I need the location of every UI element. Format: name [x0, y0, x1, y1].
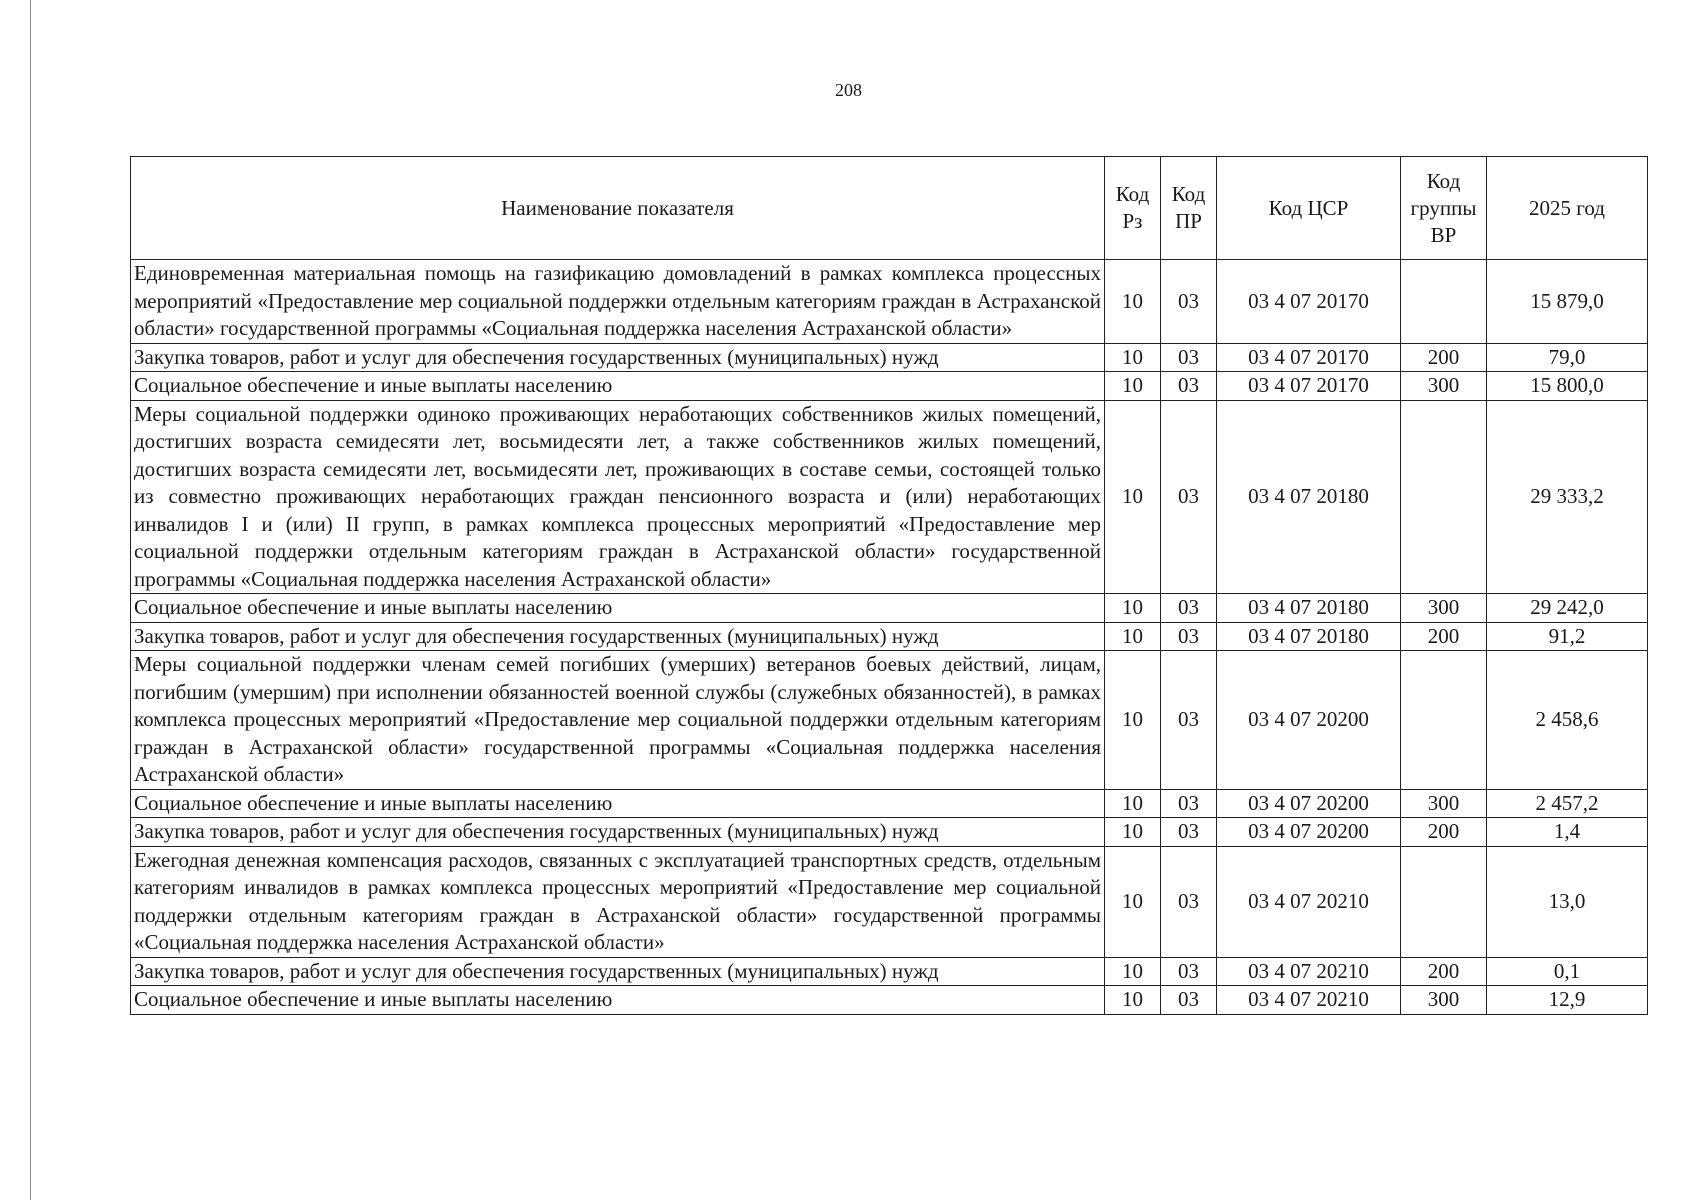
cell-vr [1401, 651, 1487, 790]
cell-csr: 03 4 07 20210 [1217, 846, 1401, 957]
cell-name: Закупка товаров, работ и услуг для обеспечения государственных (муниципальных) нужд [131, 957, 1105, 986]
cell-amount: 1,4 [1487, 818, 1648, 847]
cell-csr: 03 4 07 20200 [1217, 651, 1401, 790]
budget-table [130, 156, 1648, 1015]
cell-csr: 03 4 07 20180 [1217, 594, 1401, 623]
cell-pr: 03 [1161, 594, 1217, 623]
table-row [131, 260, 1648, 344]
header-vr: Код группы ВР [1401, 157, 1487, 260]
cell-amount: 15 800,0 [1487, 372, 1648, 401]
cell-amount: 79,0 [1487, 343, 1648, 372]
cell-amount: 29 333,2 [1487, 400, 1648, 594]
cell-csr: 03 4 07 20170 [1217, 260, 1401, 344]
cell-csr: 03 4 07 20200 [1217, 818, 1401, 847]
cell-csr: 03 4 07 20200 [1217, 789, 1401, 818]
cell-name: Социальное обеспечение и иные выплаты населению [131, 594, 1105, 623]
cell-pr: 03 [1161, 400, 1217, 594]
page-number: 208 [835, 80, 862, 100]
cell-vr [1401, 260, 1487, 344]
cell-rz: 10 [1105, 651, 1161, 790]
table-row [131, 594, 1648, 623]
cell-vr: 200 [1401, 957, 1487, 986]
header-rz: Код Рз [1105, 157, 1161, 260]
cell-amount: 15 879,0 [1487, 260, 1648, 344]
table-row [131, 846, 1648, 957]
cell-pr: 03 [1161, 372, 1217, 401]
cell-rz: 10 [1105, 818, 1161, 847]
table-header [131, 157, 1648, 260]
cell-rz: 10 [1105, 789, 1161, 818]
cell-pr: 03 [1161, 986, 1217, 1015]
table-row [131, 957, 1648, 986]
cell-vr [1401, 400, 1487, 594]
cell-rz: 10 [1105, 986, 1161, 1015]
cell-name: Ежегодная денежная компенсация расходов, связанных с эксплуатацией транспортных средств, отдельным категориям инвалидов в рамках комплекса процессных мероприятий «Предоставление мер социальной поддержки отдельным категориям граждан в Астраханской области» государственной программы «Социальная поддержка населения Астраханской области» [131, 846, 1105, 957]
cell-pr: 03 [1161, 818, 1217, 847]
cell-name: Меры социальной поддержки членам семей погибших (умерших) ветеранов боевых действий, лицам, погибшим (умершим) при исполнении обязанностей военной службы (служебных обязанностей), в рамках комплекса процессных мероприятий «Предоставление мер социальной поддержки отдельным категориям граждан в Астраханской области» государственной программы «Социальная поддержка населения Астраханской области» [131, 651, 1105, 790]
cell-name: Закупка товаров, работ и услуг для обеспечения государственных (муниципальных) нужд [131, 818, 1105, 847]
cell-csr: 03 4 07 20210 [1217, 986, 1401, 1015]
cell-amount: 12,9 [1487, 986, 1648, 1015]
cell-rz: 10 [1105, 594, 1161, 623]
cell-amount: 2 457,2 [1487, 789, 1648, 818]
cell-vr: 200 [1401, 818, 1487, 847]
cell-name: Меры социальной поддержки одиноко проживающих неработающих собственников жилых помещений, достигших возраста семидесяти лет, восьмидесяти лет, а также собственников жилых помещений, достигших возраста семидесяти лет, восьмидесяти лет, проживающих в составе семьи, состоящей только из совместно проживающих неработающих граждан пенсионного возраста и (или) неработающих инвалидов I и (или) II групп, в рамках комплекса процессных мероприятий «Предоставление мер социальной поддержки отдельным категориям граждан в Астраханской области» государственной программы «Социальная поддержка населения Астраханской области» [131, 400, 1105, 594]
cell-name: Закупка товаров, работ и услуг для обеспечения государственных (муниципальных) нужд [131, 622, 1105, 651]
cell-name: Социальное обеспечение и иные выплаты населению [131, 789, 1105, 818]
cell-vr [1401, 846, 1487, 957]
cell-pr: 03 [1161, 957, 1217, 986]
header-year: 2025 год [1487, 157, 1648, 260]
header-row [131, 157, 1648, 260]
header-csr: Код ЦСР [1217, 157, 1401, 260]
cell-amount: 91,2 [1487, 622, 1648, 651]
cell-csr: 03 4 07 20170 [1217, 343, 1401, 372]
cell-amount: 13,0 [1487, 846, 1648, 957]
table-body [131, 260, 1648, 1015]
cell-rz: 10 [1105, 957, 1161, 986]
cell-pr: 03 [1161, 789, 1217, 818]
cell-rz: 10 [1105, 343, 1161, 372]
scan-edge-line [30, 0, 31, 1200]
cell-rz: 10 [1105, 622, 1161, 651]
cell-vr: 300 [1401, 594, 1487, 623]
header-name: Наименование показателя [131, 157, 1105, 260]
table-row [131, 372, 1648, 401]
cell-vr: 200 [1401, 343, 1487, 372]
cell-pr: 03 [1161, 260, 1217, 344]
table-row [131, 818, 1648, 847]
cell-vr: 300 [1401, 986, 1487, 1015]
cell-name: Закупка товаров, работ и услуг для обеспечения государственных (муниципальных) нужд [131, 343, 1105, 372]
cell-rz: 10 [1105, 372, 1161, 401]
cell-pr: 03 [1161, 651, 1217, 790]
cell-csr: 03 4 07 20210 [1217, 957, 1401, 986]
table-row [131, 622, 1648, 651]
table-row [131, 651, 1648, 790]
cell-rz: 10 [1105, 846, 1161, 957]
cell-name: Единовременная материальная помощь на газификацию домовладений в рамках комплекса процессных мероприятий «Предоставление мер социальной поддержки отдельным категориям граждан в Астраханской области» государственной программы «Социальная поддержка населения Астраханской области» [131, 260, 1105, 344]
cell-pr: 03 [1161, 846, 1217, 957]
cell-csr: 03 4 07 20170 [1217, 372, 1401, 401]
table-row [131, 400, 1648, 594]
cell-pr: 03 [1161, 622, 1217, 651]
table-row [131, 986, 1648, 1015]
cell-name: Социальное обеспечение и иные выплаты населению [131, 372, 1105, 401]
cell-name: Социальное обеспечение и иные выплаты населению [131, 986, 1105, 1015]
cell-amount: 0,1 [1487, 957, 1648, 986]
cell-rz: 10 [1105, 260, 1161, 344]
table-row [131, 789, 1648, 818]
cell-csr: 03 4 07 20180 [1217, 400, 1401, 594]
cell-vr: 300 [1401, 372, 1487, 401]
cell-rz: 10 [1105, 400, 1161, 594]
cell-amount: 29 242,0 [1487, 594, 1648, 623]
table-row [131, 343, 1648, 372]
cell-pr: 03 [1161, 343, 1217, 372]
cell-vr: 200 [1401, 622, 1487, 651]
cell-amount: 2 458,6 [1487, 651, 1648, 790]
header-pr: Код ПР [1161, 157, 1217, 260]
cell-csr: 03 4 07 20180 [1217, 622, 1401, 651]
cell-vr: 300 [1401, 789, 1487, 818]
